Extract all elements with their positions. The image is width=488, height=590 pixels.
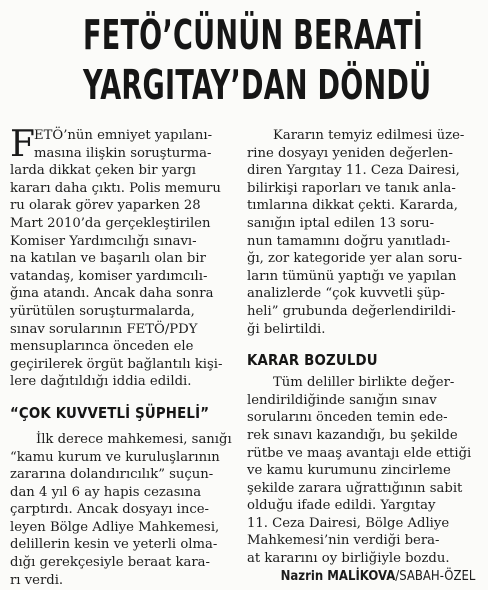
section-1-line: “kamu kurum ve kuruluşlarının xyxy=(10,449,220,465)
right-line: analizlerde “çok kuvvetli şüp- xyxy=(247,286,445,302)
right-line: ği belirtildi. xyxy=(247,321,326,337)
intro-line: Komiser Yardımcılığı sınavı- xyxy=(10,233,197,249)
section-1-paragraph xyxy=(10,431,235,589)
right-paragraph-1 xyxy=(247,127,479,338)
byline-author: Nazrin MALİKOVA xyxy=(280,568,396,584)
intro-line: na katılan ve başarılı olan bir xyxy=(10,251,206,267)
section-2-line: olduğu ifade edildi. Yargıtay xyxy=(247,498,436,514)
section-1-line: dığı gerekçesiyle beraat kara- xyxy=(10,555,210,571)
intro-line: sınav sorularının FETÖ/PDY xyxy=(10,321,198,337)
section-1-line: İlk derece mahkemesi, sanığı xyxy=(36,431,232,447)
headline-line-1: FETÖ’CÜNÜN BERAATİ xyxy=(82,11,424,59)
intro-line: kararı daha çıktı. Polis memuru xyxy=(10,180,221,196)
section-2-line: Mahkemesi’nin verdiği bera- xyxy=(247,533,440,549)
right-line: tımlarına dikkat çekti. Kararda, xyxy=(247,198,458,214)
drop-cap: F xyxy=(10,124,35,165)
intro-line: ğına atandı. Ancak daha sonra xyxy=(10,286,214,302)
intro-line: lere dağıtıldığı iddia edildi. xyxy=(10,374,192,390)
byline-source: /SABAH-ÖZEL xyxy=(395,568,476,584)
section-2-line: 11. Ceza Dairesi, Bölge Adliye xyxy=(247,515,450,531)
section-1-line: zararına dolandırıcılık” suçun- xyxy=(10,467,214,483)
section-2-line: ve kamu kurumunu zincirleme xyxy=(247,463,451,479)
section-1-line: dan 4 yıl 6 ay hapis cezasına xyxy=(10,484,202,500)
section-2-line: sorularını önceden temin ede- xyxy=(247,410,448,426)
right-line: sanığın iptal edilen 13 soru- xyxy=(247,215,435,231)
intro-line: masına ilişkin soruşturma- xyxy=(34,145,212,161)
article-column-left xyxy=(10,124,235,589)
intro-line: vatandaş, komiser yardımcılı- xyxy=(10,268,208,284)
section-1-line: rı verdi. xyxy=(10,572,64,588)
intro-line: mensuplarınca önceden ele xyxy=(10,339,194,355)
intro-line: Mart 2010’da gerçekleştirilen xyxy=(10,215,211,231)
right-line: ların tümünü yaptığı ve yapılan xyxy=(247,268,457,284)
section-1-line: çarptırdı. Ancak dosyayı ince- xyxy=(10,502,209,518)
right-line: nun tamamını doğru yanıtladı- xyxy=(247,233,451,249)
intro-line: geçirilerek örgüt bağlantılı kişi- xyxy=(10,356,223,372)
subhead-karar-bozuldu: KARAR BOZULDU xyxy=(247,351,378,370)
section-2-paragraph xyxy=(247,374,479,568)
headline-line-2: YARGITAY’DAN DÖNDÜ xyxy=(82,61,432,109)
right-line: heli” grubunda değerlendirildi- xyxy=(247,303,456,319)
right-line: rine dosyayı yeniden değerlen- xyxy=(247,145,453,161)
subhead-cok-kuvvetli-supheli: “ÇOK KUVVETLİ ŞÜPHELİ” xyxy=(10,403,210,422)
section-2-line: Tüm deliller birlikte değer- xyxy=(273,375,455,391)
section-2-line: rek sınavı kazandığı, bu şekilde xyxy=(247,427,458,443)
intro-line: ru olarak görev yaparken 28 xyxy=(10,198,201,214)
right-line: bilirkişi raporları ve tanık anla- xyxy=(247,180,456,196)
intro-line: larda dikkat çeken bir yargı xyxy=(10,163,196,179)
section-2-line: at kararını oy birliğiyle bozdu. xyxy=(247,551,450,567)
intro-line: yürütülen soruşturmalarda, xyxy=(10,303,195,319)
section-2-line: rütbe ve maaş avantajı elde ettiği xyxy=(247,445,472,461)
section-2-line: şekilde zarara uğrattığının sabit xyxy=(247,480,463,496)
section-1-line: delillerin kesin ve yeterli olma- xyxy=(10,537,218,553)
right-line: Kararın temyiz edilmesi üze- xyxy=(273,128,465,143)
section-1-line: leyen Bölge Adliye Mahkemesi, xyxy=(10,519,220,535)
intro-paragraph xyxy=(10,124,235,391)
byline xyxy=(270,568,479,585)
section-2-line: lendirildiğinde sanığın sınav xyxy=(247,392,437,408)
right-line: ğı, zor kategoride yer alan soru- xyxy=(247,251,463,267)
intro-line: ETÖ’nün emniyet yapılanı- xyxy=(34,128,213,143)
article-column-right xyxy=(247,127,479,585)
right-line: diren Yargıtay 11. Ceza Dairesi, xyxy=(247,163,460,179)
